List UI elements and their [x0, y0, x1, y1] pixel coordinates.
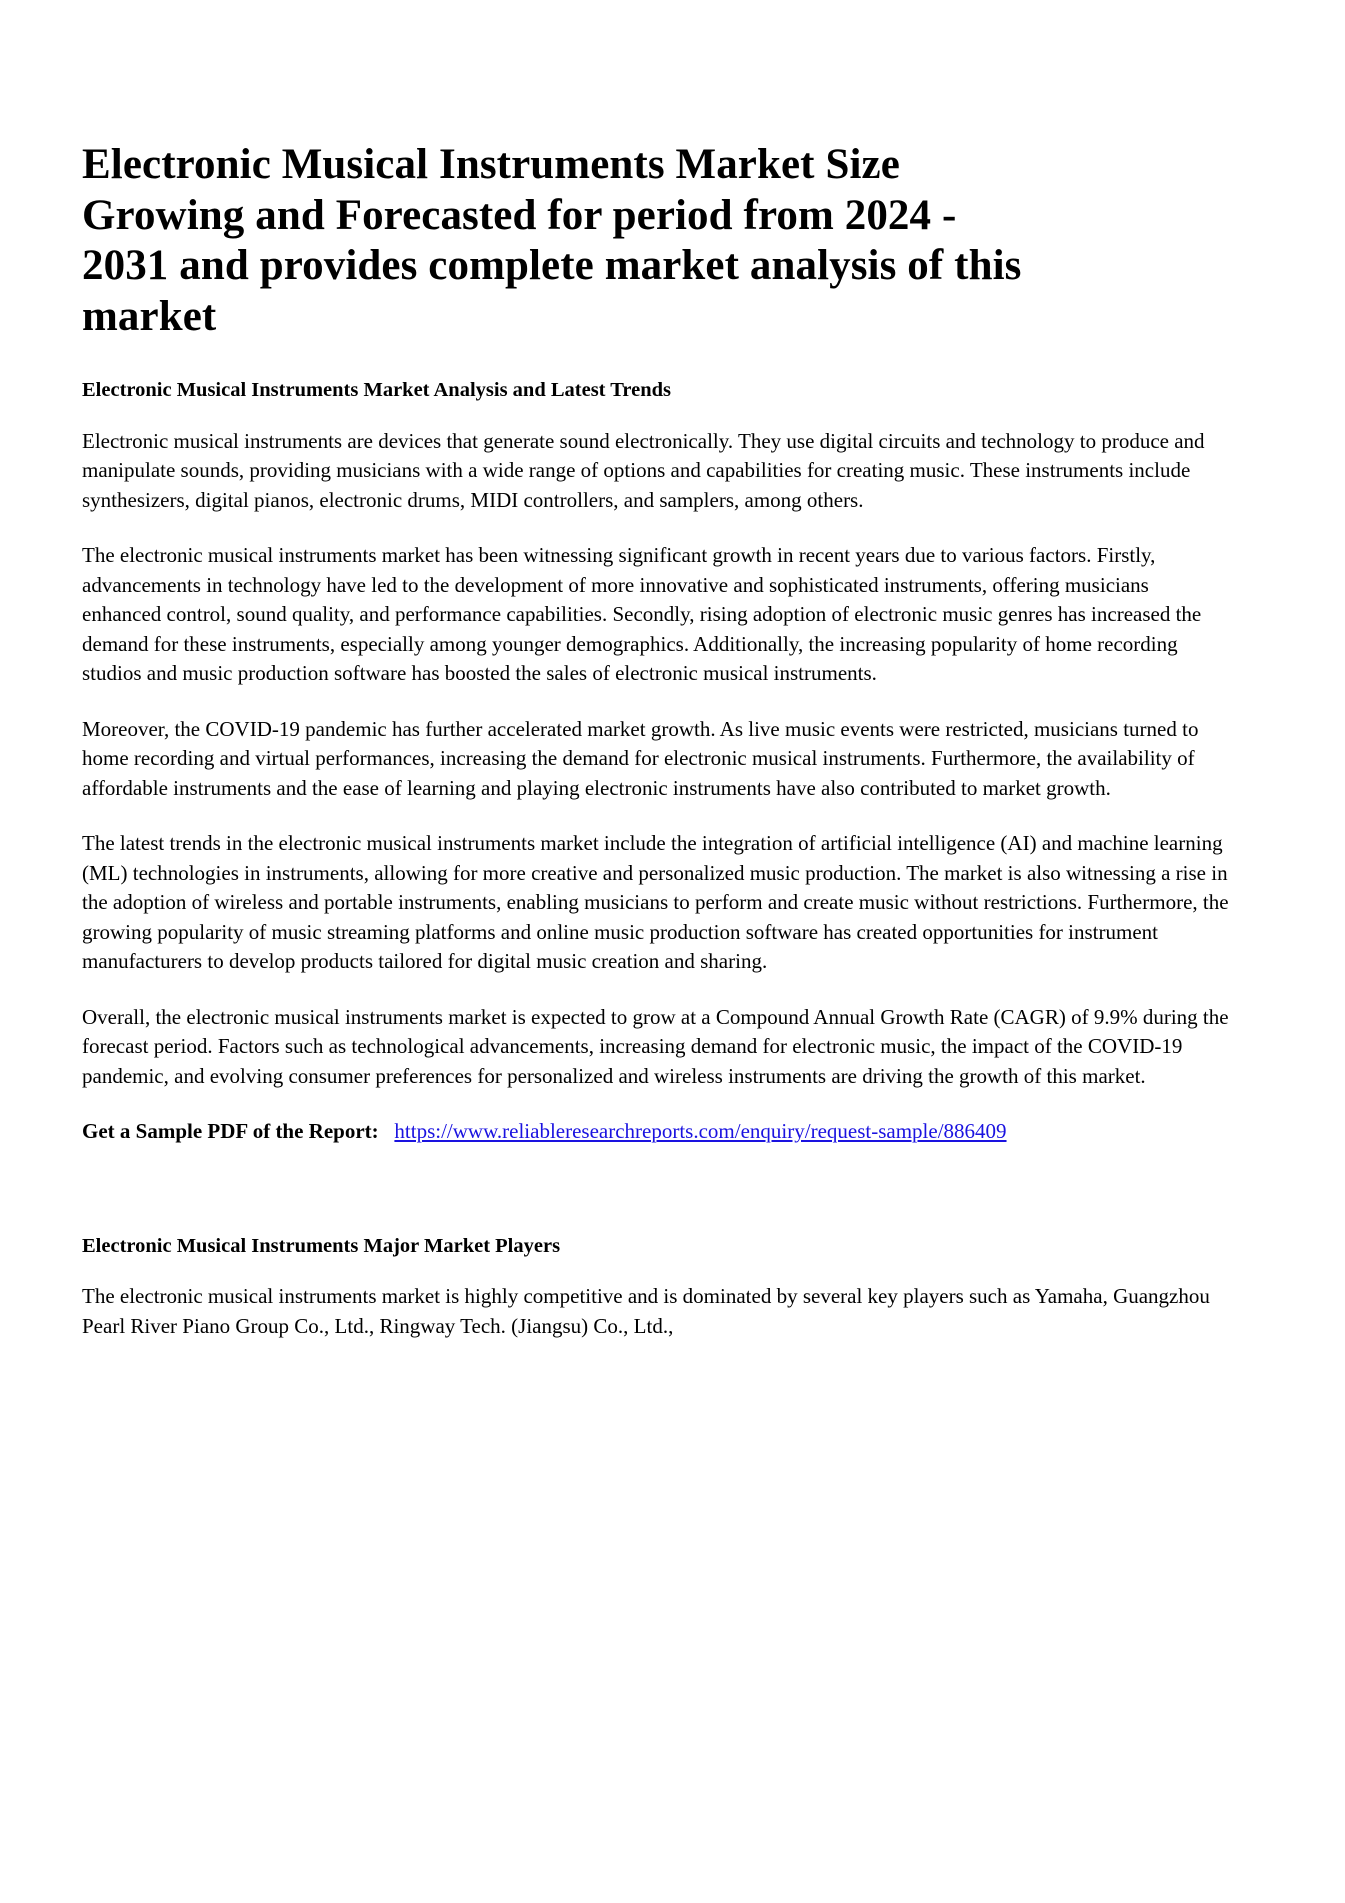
section-spacer	[82, 1173, 1232, 1233]
paragraph-intro: Electronic musical instruments are devices that generate sound electronically. They use digital circuits and technology to produce and manipulate sounds, providing musicians with a wide range of options and capabilities for creating music. These instruments include synthesizers, digital pianos, electronic drums, MIDI controllers, and samplers, among others.	[82, 428, 1205, 512]
paragraph-covid-impact: Moreover, the COVID-19 pandemic has further accelerated market growth. As live music events were restricted, musicians turned to home recording and virtual performances, increasing the demand for electronic musical instruments. Furthermore, the availability of affordable instruments and the ease of learning and playing electronic instruments have also contributed to market growth.	[82, 716, 1199, 800]
page-title: Electronic Musical Instruments Market Size Growing and Forecasted for period from 2024 - 2031 and provides complete market analysis of this market	[82, 141, 1022, 341]
section-heading-major-players: Electronic Musical Instruments Major Market Players	[82, 1234, 561, 1257]
sample-pdf-link[interactable]: https://www.reliableresearchreports.com/enquiry/request-sample/886409	[394, 1119, 1007, 1144]
sample-pdf-cta	[82, 1117, 1232, 1147]
document-content	[82, 140, 1232, 1341]
paragraph-latest-trends: The latest trends in the electronic musical instruments market include the integration of artificial intelligence (AI) and machine learning (ML) technologies in instruments, allowing for more creative and personalized music production. The market is also witnessing a rise in the adoption of wireless and portable instruments, enabling musicians to perform and create music without restrictions. Furthermore, the growing popularity of music streaming platforms and online music production software has created opportunities for instrument manufacturers to develop products tailored for digital music creation and sharing.	[82, 831, 1229, 974]
paragraph-major-players: The electronic musical instruments market is highly competitive and is dominated by several key players such as Yamaha, Guangzhou Pearl River Piano Group Co., Ltd., Ringway Tech. (Jiangsu) Co., Ltd.,	[82, 1284, 1210, 1338]
paragraph-overall-cagr: Overall, the electronic musical instruments market is expected to grow at a Compound Annual Growth Rate (CAGR) of 9.9% during the forecast period. Factors such as technological advancements, increasing demand for electronic music, the impact of the COVID-19 pandemic, and evolving consumer preferences for personalized and wireless instruments are driving the growth of this market.	[82, 1004, 1229, 1088]
section-heading-market-analysis: Electronic Musical Instruments Market Analysis and Latest Trends	[82, 378, 672, 401]
paragraph-growth-factors: The electronic musical instruments market has been witnessing significant growth in recent years due to various factors. Firstly, advancements in technology have led to the development of more innovative and sophisticated instruments, offering musicians enhanced control, sound quality, and performance capabilities. Secondly, rising adoption of electronic music genres has increased the demand for these instruments, especially among younger demographics. Additionally, the increasing popularity of home recording studios and music production software has boosted the sales of electronic musical instruments.	[82, 543, 1202, 686]
sample-pdf-label: Get a Sample PDF of the Report:	[82, 1119, 379, 1144]
